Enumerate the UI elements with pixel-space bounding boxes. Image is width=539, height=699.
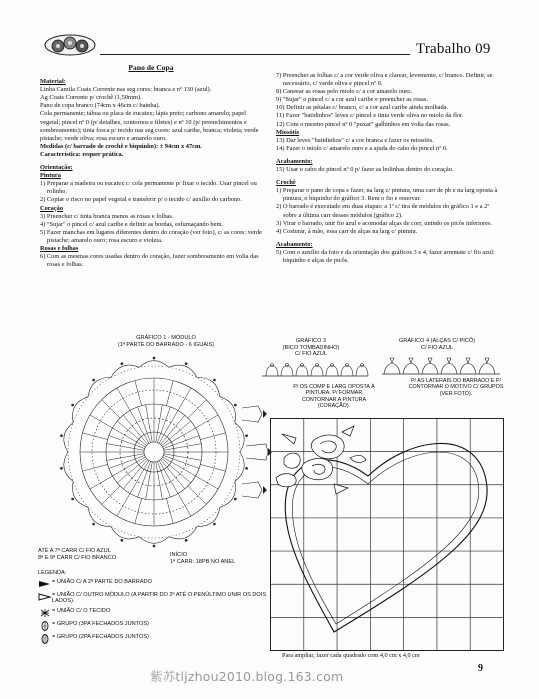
grafico4-title-line: GRÁFICO 4 (ALÇAS C/ PICÔ) bbox=[398, 338, 476, 344]
medidas-line: Medidas (c/ barrado de crochê e biquinho): ± 94cm x 47cm. bbox=[40, 142, 202, 150]
grafico1-note-line: ATÉ A 7ª CARR C/ FIO AZUL bbox=[38, 548, 111, 554]
thread-balls-logo-icon bbox=[44, 34, 96, 56]
grafico4-caption: P/ AS LATERAIS DO BARRADO E P/ CONTORNAR O MOTIVO C/ GRUPOS (VER FOTO). bbox=[408, 378, 504, 397]
croche-step: 3) Virar o barrado, unir fio azul e acomodar alças de corr, unindo os picôs inferiores. bbox=[276, 219, 493, 227]
material-heading: Material: bbox=[40, 78, 66, 86]
acabamento2-step: 5) Com o auxílio da foto e da orientação dos gráficos 3 e 4, fazer arremate c/ fio azul: biquinho e alças de picôs. bbox=[276, 248, 495, 264]
legend-text: = GRUPO (3PA FECHADOS JUNTOS) bbox=[52, 620, 149, 627]
material-line: Linha Camila Coats Corrente nas seg cores: branca e nº 130 (azul). bbox=[40, 86, 212, 94]
watermark-text: 紫苏tljzhou2010.blog.163.com bbox=[150, 669, 344, 684]
step-10: 10) Definir as pétalas c/ branco, c/ a cor azul caribe ainda molhada. bbox=[276, 104, 449, 112]
grafico1-color-note bbox=[38, 548, 128, 561]
step-14: 14) Fazer o miolo c/ amarelo ouro e a ajuda do cabo do pincel nº 0. bbox=[276, 144, 448, 152]
page-header-title: Trabalho 09 bbox=[416, 41, 491, 57]
grafico4-title bbox=[382, 338, 492, 351]
legend-item bbox=[38, 608, 268, 618]
arrow-icon bbox=[38, 579, 52, 589]
caracteristica-line: Característica: requer prática. bbox=[40, 150, 124, 158]
legend-text: = UNIÃO C/ A 2ª PARTE DO BARRADO bbox=[52, 578, 152, 585]
step-13: 13) Dar leves "batidinhos" c/ a cor branca e fazer os miosótis. bbox=[276, 136, 434, 144]
miosotis-heading: Miosótis bbox=[276, 128, 300, 136]
coracao-step: 5) Fazer manchas em lugares diferentes dentro do coração (ver foto), c/ as cores: verde pistache; amarelo ouro; rosa escuro e violeta. bbox=[40, 228, 262, 244]
grid-caption: Para ampliar, fazer cada quadrado com 4,0 cm x 4,0 cm bbox=[282, 652, 420, 659]
grafico3-title-line: GRÁFICO 3 bbox=[295, 338, 327, 344]
step-12: 12) Com o mesmo pincel nº 0 "puxar" galhinhos em volta das rosas. bbox=[276, 120, 451, 128]
croche-step: 1) Preparar o pano de copa e fazer, na larg c/ pintura, uma carr de pb e na larg oposta à pintura, o biquinho do gráfico 3. Rem o fio e reservar. bbox=[276, 187, 498, 203]
material-line: Pano de copa branco (74cm x 46cm c/ bainha). bbox=[40, 102, 161, 110]
left-text-column bbox=[40, 62, 262, 269]
grafico1-crochet-diagram bbox=[36, 348, 272, 556]
coracao-step: 4) "Sujar" o pincel c/ azul caribe e definir as bordas, esfumaçando bem. bbox=[40, 220, 224, 228]
legend bbox=[38, 570, 268, 647]
group-3-icon bbox=[38, 621, 52, 631]
header-rule bbox=[100, 54, 410, 55]
legend-item bbox=[38, 621, 268, 631]
step-7: 7) Preencher as folhas c/ a cor verde oliva e clarear, levemente, c/ branco. Definir, se necessário, c/ verde oliva e pincel nº 0. bbox=[276, 72, 493, 88]
grafico1-start-note bbox=[170, 552, 260, 565]
orientacao-heading: Orientação: bbox=[40, 164, 73, 172]
rosas-heading: Rosas e folhas bbox=[40, 244, 79, 252]
grafico4-title-line: C/ FIO AZUL bbox=[420, 344, 453, 351]
roses-motif bbox=[276, 426, 366, 494]
step-9: 9) "Sujar" o pincel c/ a cor azul caribe e preencher as rosas. bbox=[276, 96, 428, 104]
legend-item bbox=[38, 634, 268, 644]
pintura-step: 2) Copiar o risco no papel vegetal e transferir p/ o tecido c/ auxílio do carbono. bbox=[40, 196, 242, 204]
legend-text: = UNIÃO C/ OUTRO MÓDULO (A PARTIR DO 2º ATÉ O PENÚLTIMO UNIR OS DOIS LADOS). bbox=[52, 591, 267, 605]
heart-pattern-grid bbox=[270, 418, 504, 651]
legend-item bbox=[38, 579, 268, 589]
croche-heading: Crochê bbox=[276, 179, 296, 187]
acabamento2-heading: Acabamento: bbox=[276, 240, 313, 248]
grafico4-loops-diagram bbox=[380, 354, 502, 378]
grafico1-start-line: 1ª CARR: 18PB NO ANEL bbox=[170, 558, 236, 565]
grafico3-title-line: C/ FIO AZUL bbox=[294, 351, 327, 358]
step-15: 15) Usar o cabo do pincel nº 0 p/ fazer as bolinhas dentro do coração. bbox=[276, 166, 454, 174]
step-11: 11) Fazer "batidinhos" leves c/ pincel e tinta verde oliva no miolo da flor. bbox=[276, 112, 464, 120]
grafico1-title-line: GRÁFICO 1 - MÓDULO bbox=[136, 335, 196, 341]
material-line: Ag Coats Corrente p/ crochê (1,50mm). bbox=[40, 94, 142, 102]
legend-heading: LEGENDA: bbox=[38, 570, 67, 576]
group-2-icon bbox=[38, 634, 52, 644]
grafico1-title-line: (1ª PARTE DO BARRADO - 6 IGUAIS) bbox=[117, 341, 215, 348]
grafico3-edging-diagram bbox=[260, 358, 370, 380]
grafico1-start-line: INÍCIO bbox=[170, 552, 188, 558]
croche-step: 4) Costurar, à mão, essa carr de alças na larg c/ pintura. bbox=[276, 227, 418, 235]
grafico3-title bbox=[266, 338, 356, 358]
rosas-step: 6) Com as mesmas cores usadas dentro do coração, fazer sombreamento em volta das rosas e folhas. bbox=[40, 253, 259, 269]
right-text-column bbox=[276, 72, 502, 265]
grafico3-title-line: (BICO TOMBADINHO) bbox=[282, 344, 340, 351]
legend-item bbox=[38, 592, 268, 605]
croche-step: 2) O barrado é executado em duas etapas: a 1ª c/ tira de módulos do gráfico 1 e a 2ª sobre a última carr desses módulos (gráfico 2). bbox=[276, 203, 490, 219]
hollow-arrow-icon bbox=[38, 592, 52, 602]
legend-text: = UNIÃO C/ O TECIDO bbox=[52, 607, 111, 614]
acabamento-heading: Acabamento: bbox=[276, 157, 313, 165]
coracao-heading: Coração bbox=[40, 204, 64, 212]
legend-text: = GRUPO (2PA FECHADOS JUNTOS) bbox=[52, 633, 149, 640]
grafico1-title bbox=[86, 335, 246, 348]
page-number: 9 bbox=[478, 663, 483, 674]
grafico3-caption: P/ OS COMP E LARG OPOSTA À PINTURA. P/ FORMAR CONTORNAR A PINTURA (CORAÇÃO). bbox=[293, 384, 375, 409]
join-fabric-icon bbox=[38, 608, 52, 618]
article-title: Pano de Copa bbox=[128, 63, 174, 72]
pintura-step: 1) Preparar a madeira ou eucatex c/ cola permanente p/ fixar o tecido. Usar pincel ou rolinho. bbox=[40, 180, 257, 196]
material-line: Cola permanente; tábua ou placa de eucatex; lápis preto; carbono amarelo; papel vegetal; pincel nº 0 (p/ detalhes, contornos e filetes) e nº 10 (p/ preenchimentos e sombreamento); tinta fosca p/ tecido nas seg cores: azul caribe, branca; violeta; verde pistache; verde oliva; rosa escuro e amarelo ouro. bbox=[40, 110, 259, 142]
step-8: 8) Caneear as rosas pelo miolo c/ a cor amarelo ouro. bbox=[276, 88, 413, 96]
coracao-step: 3) Preencher c/ tinta branca menos as rosas e folhas. bbox=[40, 212, 174, 220]
grafico1-note-line: 8ª E 9ª CARR C/ FIO BRANCO bbox=[38, 554, 117, 561]
pintura-heading: Pintura bbox=[40, 172, 61, 180]
